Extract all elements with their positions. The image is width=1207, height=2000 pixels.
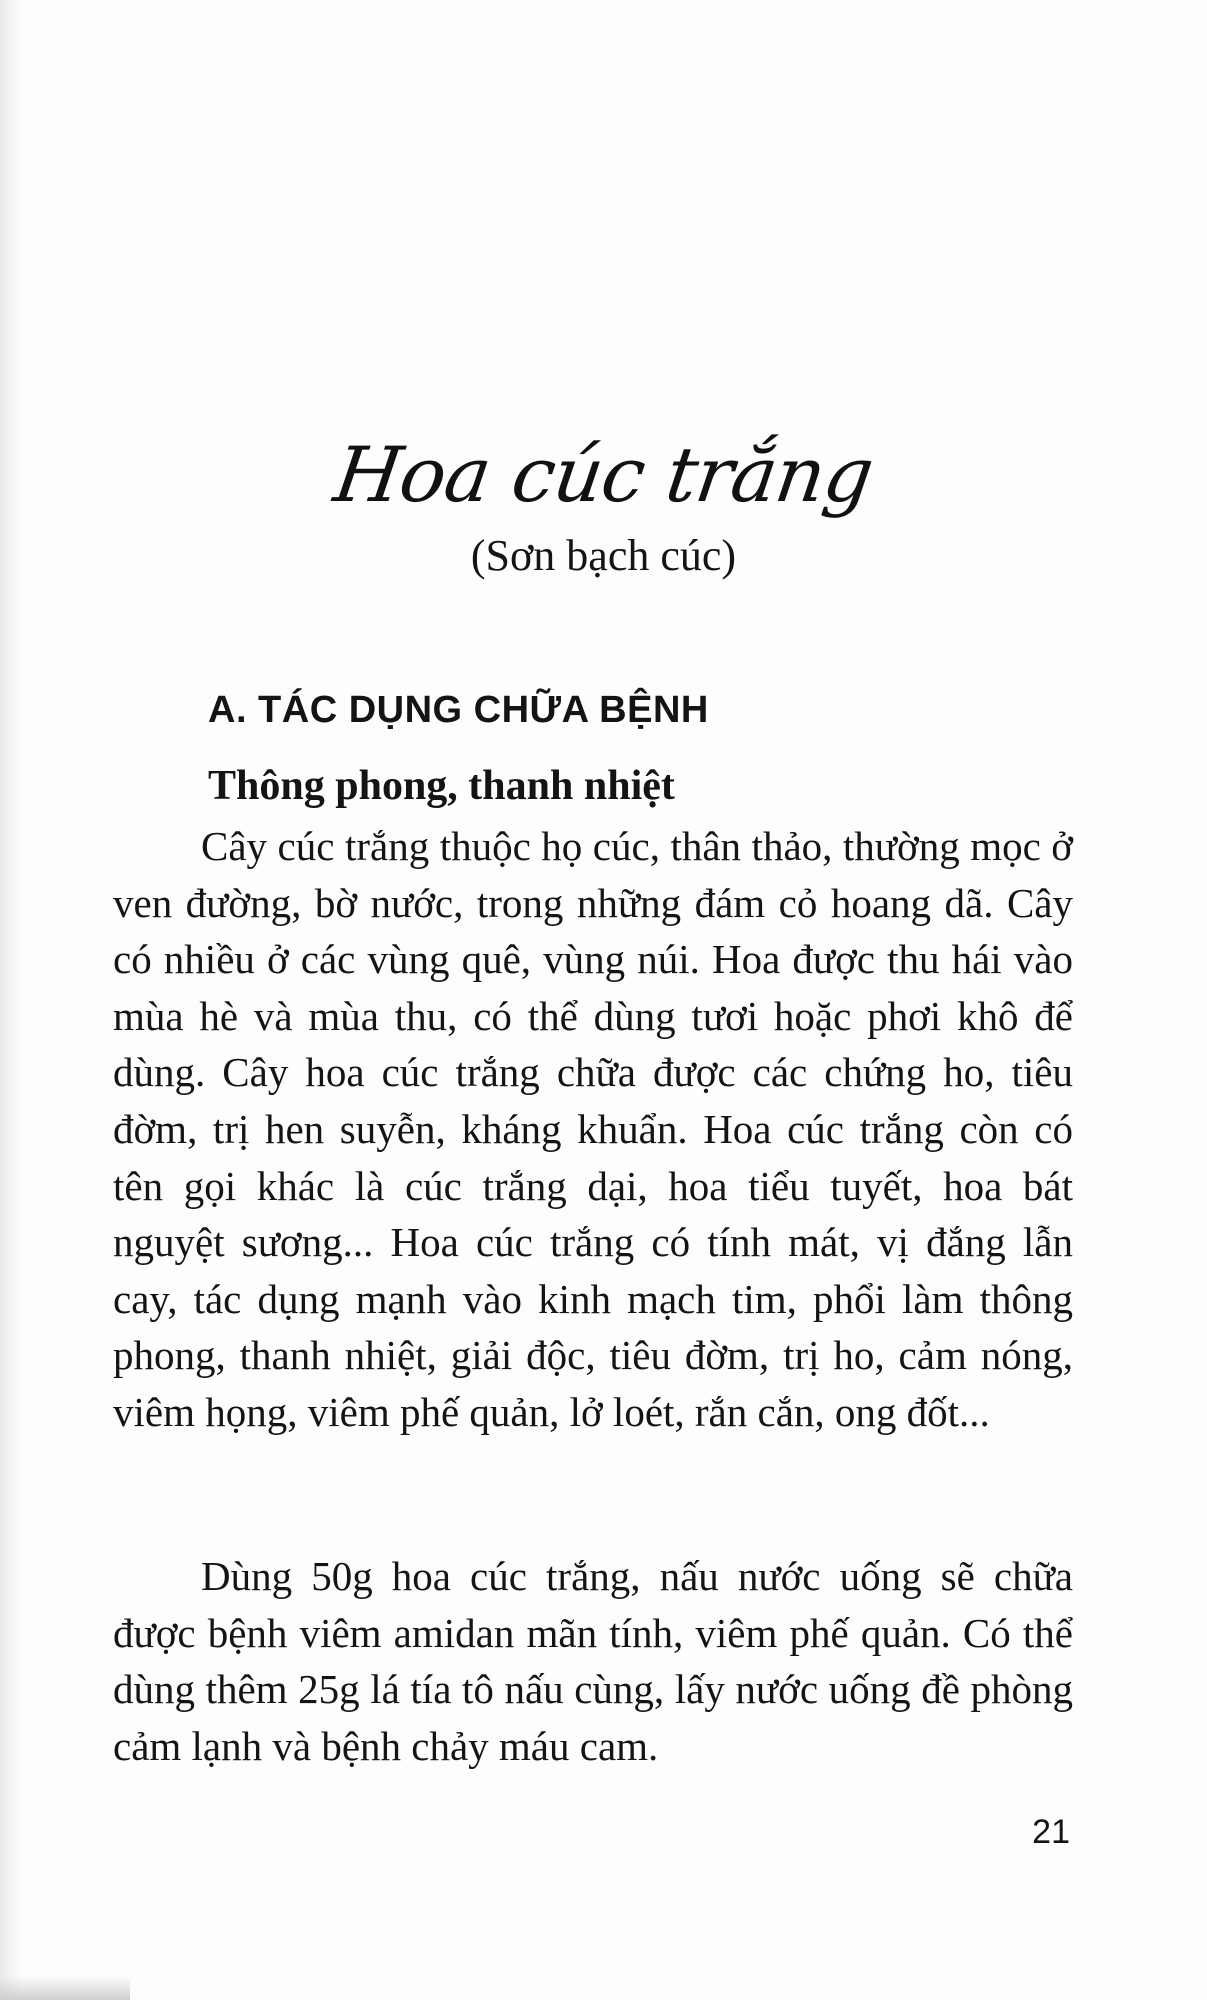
page-binding-edge bbox=[0, 0, 22, 2000]
page-number: 21 bbox=[1032, 1813, 1070, 1851]
subsection-heading: Thông phong, thanh nhiệt bbox=[208, 763, 675, 809]
body-paragraph: Cây cúc trắng thuộc họ cúc, thân thảo, thường mọc ở ven đường, bờ nước, trong những đám cỏ hoang dã. Cây có nhiều ở các vùng quê, vùng núi. Hoa được thu hái vào mùa hè và mùa thu, có thể dùng tươi hoặc phơi khô để dùng. Cây hoa cúc trắng chữa được các chứng ho, tiêu đờm, trị hen suyễn, kháng khuẩn. Hoa cúc trắng còn có tên gọi khác là cúc trắng dại, hoa tiểu tuyết, hoa bát nguyệt sương... Hoa cúc trắng có tính mát, vị đắng lẫn cay, tác dụng mạnh vào kinh mạch tim, phổi làm thông phong, thanh nhiệt, giải độc, tiêu đờm, trị ho, cảm nóng, viêm họng, viêm phế quản, lở loét, rắn cắn, ong đốt... bbox=[113, 823, 1073, 1435]
body-paragraph: Dùng 50g hoa cúc trắng, nấu nước uống sẽ chữa được bệnh viêm amidan mãn tính, viêm phế quản. Có thể dùng thêm 25g lá tía tô nấu cùng, lấy nước uống đề phòng cảm lạnh và bệnh chảy máu cam. bbox=[113, 1553, 1073, 1769]
chapter-subtitle: (Sơn bạch cúc) bbox=[470, 531, 737, 580]
section-heading: A. TÁC DỤNG CHỮA BỆNH bbox=[208, 689, 709, 731]
page-corner-shadow bbox=[0, 1976, 130, 2000]
chapter-title: Hoa cúc trắng bbox=[329, 430, 879, 519]
